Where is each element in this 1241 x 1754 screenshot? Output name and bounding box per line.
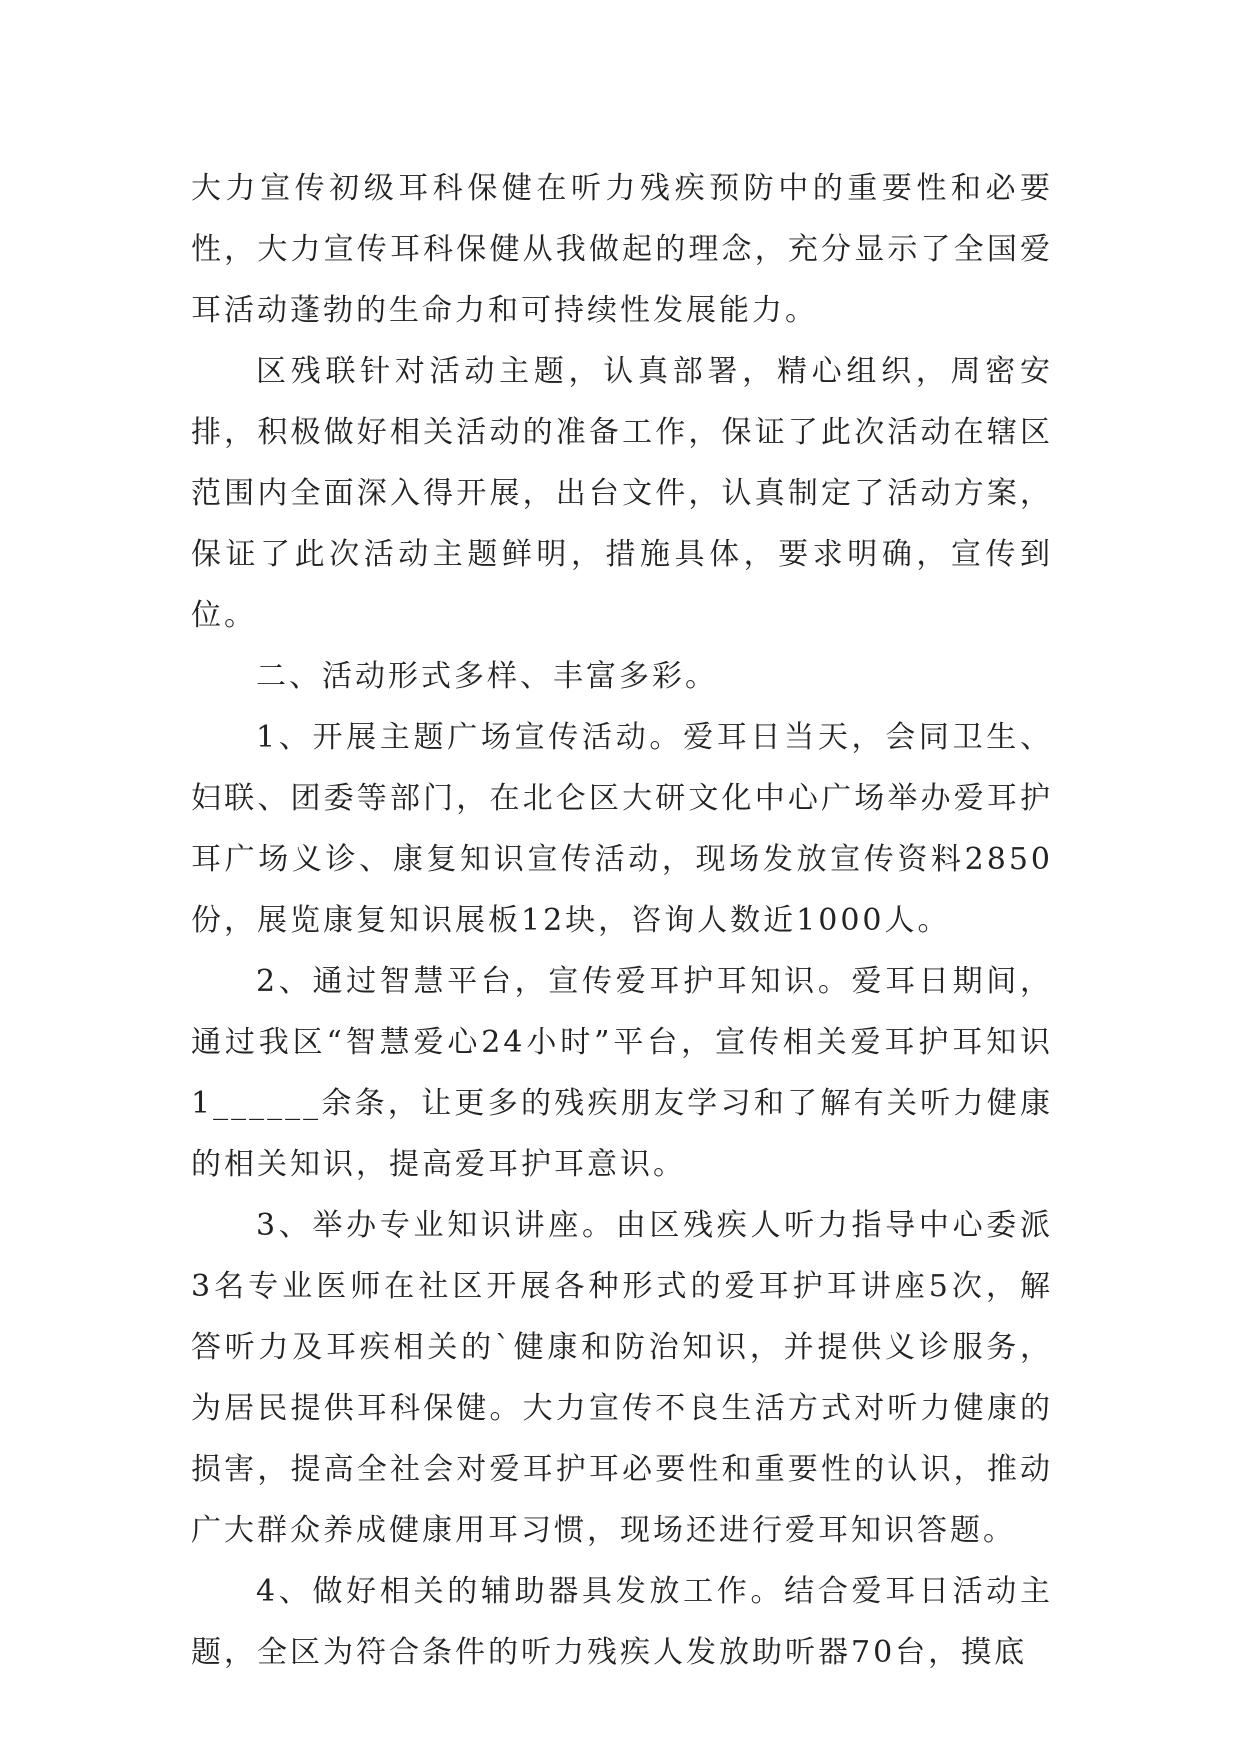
paragraph-item-3: 3、举办专业知识讲座。由区残疾人听力指导中心委派3名专业医师在社区开展各种形式的爱耳护耳讲座5次，解答听力及耳疾相关的`健康和防治知识，并提供义诊服务，为居民提供耳科保健。大力宣传不良生活方式对听力健康的损害，提高全社会对爱耳护耳必要性和重要性的认识，推动广大群众养成健康用耳习惯，现场还进行爱耳知识答题。 xyxy=(191,1208,1053,1548)
paragraph-2: 区残联针对活动主题，认真部署，精心组织，周密安排，积极做好相关活动的准备工作，保证了此次活动在辖区范围内全面深入得开展，出台文件，认真制定了活动方案，保证了此次活动主题鲜明，措施具体，要求明确，宣传到位。 xyxy=(191,354,1053,633)
paragraph-item-1: 1、开展主题广场宣传活动。爱耳日当天，会同卫生、妇联、团委等部门，在北仑区大研文化中心广场举办爱耳护耳广场义诊、康复知识宣传活动，现场发放宣传资料2850份，展览康复知识展板12块，咨询人数近1000人。 xyxy=(191,720,1053,938)
paragraph-item-4: 4、做好相关的辅助器具发放工作。结合爱耳日活动主题，全区为符合条件的听力残疾人发放助听器70台，摸底 xyxy=(191,1574,1053,1670)
section-heading-2: 二、活动形式多样、丰富多彩。 xyxy=(256,659,718,694)
paragraph-1: 大力宣传初级耳科保健在听力残疾预防中的重要性和必要性，大力宣传耳科保健从我做起的理念，充分显示了全国爱耳活动蓬勃的生命力和可持续性发展能力。 xyxy=(191,171,1053,328)
document-body xyxy=(191,158,1053,1683)
paragraph-item-2: 2、通过智慧平台，宣传爱耳护耳知识。爱耳日期间，通过我区“智慧爱心24小时”平台，宣传相关爱耳护耳知识1______余条，让更多的残疾朋友学习和了解有关听力健康的相关知识，提高爱耳护耳意识。 xyxy=(191,964,1053,1182)
